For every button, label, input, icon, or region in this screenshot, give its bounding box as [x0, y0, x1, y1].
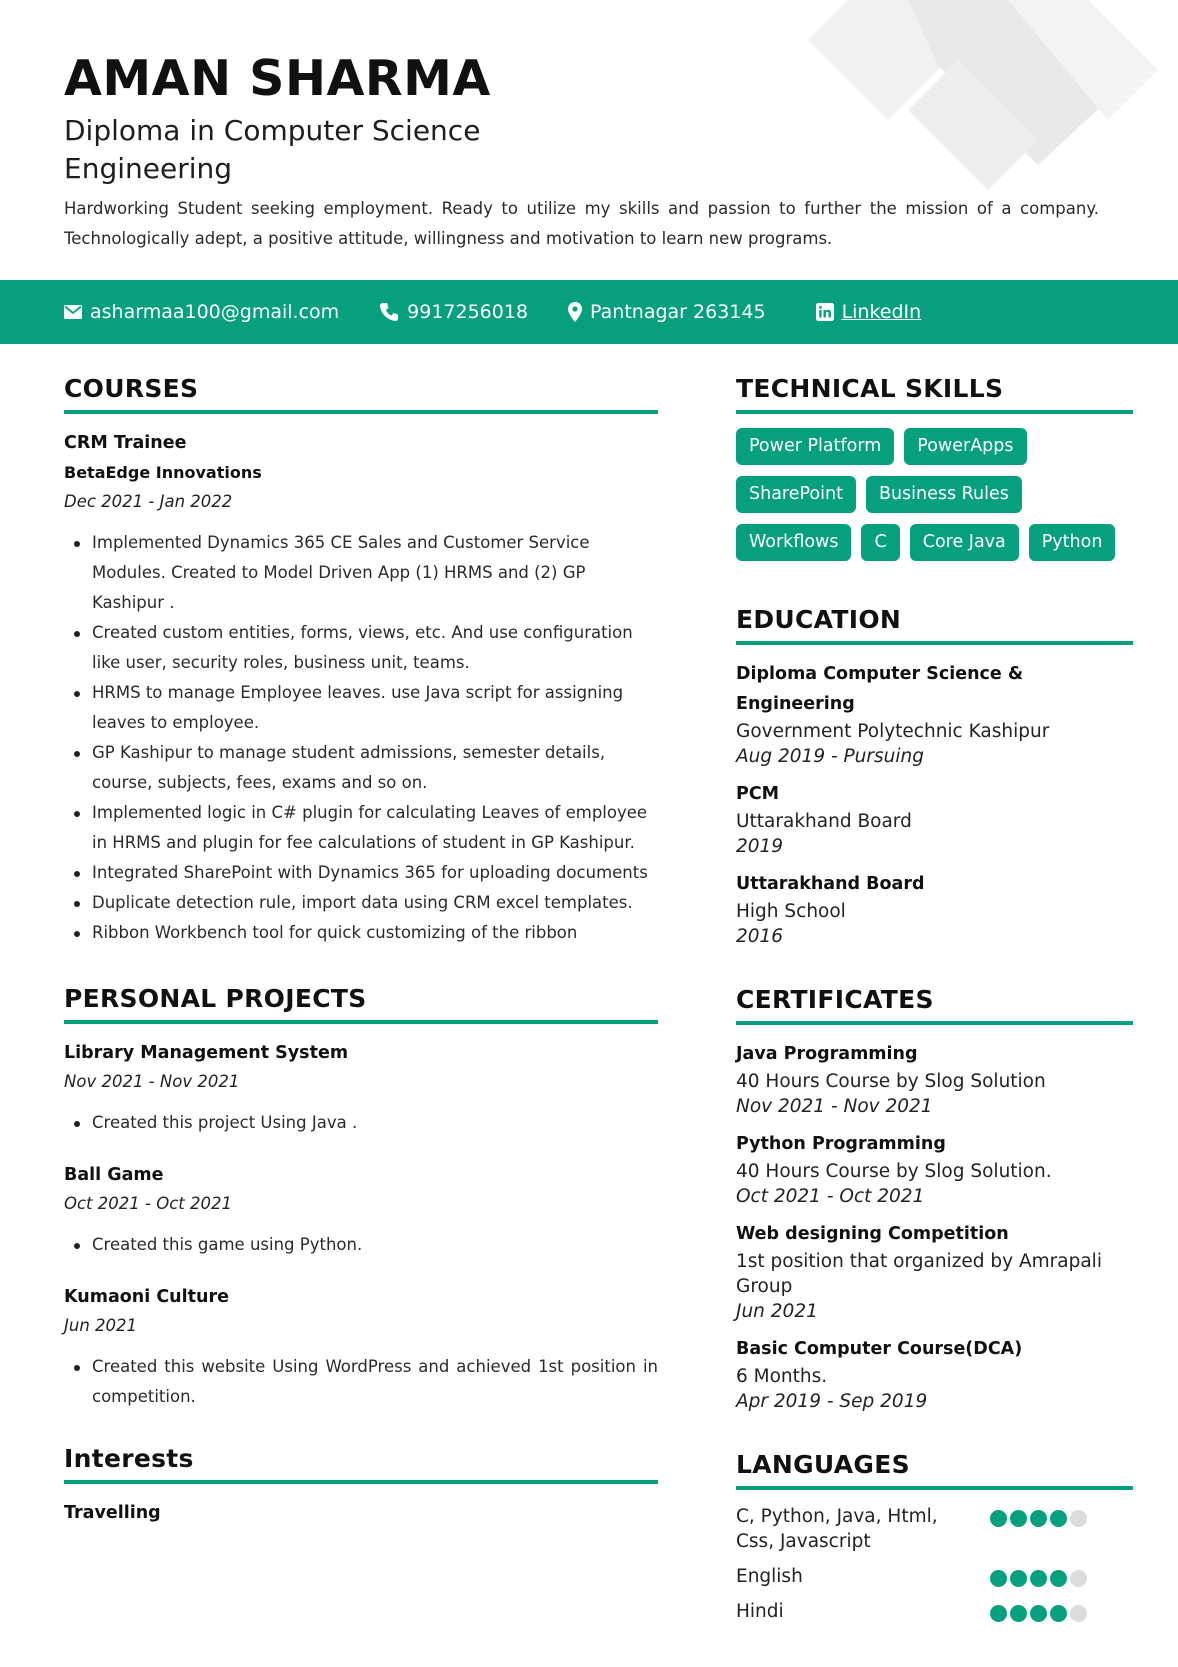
certificate-desc: 1st position that organized by Amrapali Group [736, 1251, 1102, 1297]
list-item: Created this project Using Java . [64, 1108, 658, 1138]
language-level-dots [990, 1570, 1087, 1587]
list-item: Created this game using Python. [64, 1230, 658, 1260]
course-company: BetaEdge Innovations [64, 463, 262, 482]
candidate-name: AMAN SHARMA [64, 50, 491, 107]
level-dot-filled [1010, 1570, 1027, 1587]
language-level-dots [990, 1605, 1087, 1622]
skills-tags [736, 428, 1133, 561]
education-degree: Diploma Computer Science & Engineering [736, 664, 1024, 714]
education-degree: Uttarakhand Board [736, 874, 925, 894]
education-entry [736, 779, 1133, 859]
mail-icon [64, 305, 82, 319]
list-item: Implemented Dynamics 365 CE Sales and Customer Service Modules. Created to Model Driven App (1) HRMS and (2) GP Kashipur . [64, 528, 658, 618]
education-heading: EDUCATION [736, 603, 1133, 645]
certificate-date: Jun 2021 [736, 1301, 818, 1322]
skill-tag: Workflows [736, 524, 851, 561]
education-school: Uttarakhand Board [736, 811, 912, 832]
interests-heading: Interests [64, 1442, 658, 1484]
certificate-entry [736, 1039, 1133, 1119]
project-bullets [64, 1230, 658, 1260]
course-title: CRM Trainee [64, 433, 187, 453]
certificate-entry [736, 1334, 1133, 1414]
contact-bar [0, 280, 1178, 344]
title-line-2: Engineering [64, 151, 232, 185]
language-name-line: C, Python, Java, Html, [736, 1506, 938, 1527]
candidate-title [64, 112, 504, 188]
certificate-desc: 6 Months. [736, 1366, 828, 1387]
project-date: Jun 2021 [64, 1316, 138, 1335]
contact-phone[interactable] [379, 301, 528, 323]
linkedin-link[interactable]: LinkedIn [841, 301, 922, 323]
resume-header [64, 52, 1099, 254]
education-date: 2016 [736, 926, 784, 947]
education-date: Aug 2019 - Pursuing [736, 746, 924, 767]
level-dot-filled [990, 1605, 1007, 1622]
certificate-title: Java Programming [736, 1044, 918, 1064]
level-dot-filled [1030, 1510, 1047, 1527]
level-dot-filled [1010, 1605, 1027, 1622]
skill-tag: C [861, 524, 899, 561]
level-dot-filled [1030, 1570, 1047, 1587]
level-dot-filled [1050, 1510, 1067, 1527]
language-name: Hindi [736, 1601, 784, 1622]
interest-item: Travelling [64, 1503, 161, 1523]
course-date: Dec 2021 - Jan 2022 [64, 492, 233, 511]
title-line-1: Diploma in Computer Science [64, 113, 481, 147]
certificate-entry [736, 1219, 1133, 1324]
summary-text: Hardworking Student seeking employment. Ready to utilize my skills and passion to further the mission of a company. Technologically adept, a positive attitude, willingness and motivation to learn new programs. [64, 198, 1099, 248]
linkedin-icon [816, 303, 834, 321]
list-item: Integrated SharePoint with Dynamics 365 for uploading documents [64, 858, 658, 888]
skill-tag: Core Java [910, 524, 1019, 561]
certificate-date: Oct 2021 - Oct 2021 [736, 1186, 925, 1207]
level-dot-filled [1050, 1570, 1067, 1587]
certificate-entry [736, 1129, 1133, 1209]
certificate-date: Nov 2021 - Nov 2021 [736, 1096, 933, 1117]
certificate-date: Apr 2019 - Sep 2019 [736, 1391, 928, 1412]
skills-heading: TECHNICAL SKILLS [736, 372, 1133, 414]
certificate-title: Basic Computer Course(DCA) [736, 1339, 1023, 1359]
left-column [64, 372, 658, 1528]
skill-tag: Python [1029, 524, 1116, 561]
list-item: HRMS to manage Employee leaves. use Java script for assigning leaves to employee. [64, 678, 658, 738]
education-degree: PCM [736, 784, 780, 804]
location-text: Pantnagar 263145 [590, 301, 766, 323]
project-date: Nov 2021 - Nov 2021 [64, 1072, 240, 1091]
projects-heading: PERSONAL PROJECTS [64, 982, 658, 1024]
contact-location [568, 301, 766, 323]
project-entry [64, 1160, 658, 1260]
list-item: Created custom entities, forms, views, etc. And use configuration like user, security roles, business unit, teams. [64, 618, 658, 678]
language-level-dots [990, 1510, 1087, 1527]
contact-email[interactable] [64, 301, 339, 323]
list-item: Duplicate detection rule, import data using CRM excel templates. [64, 888, 658, 918]
language-row [736, 1599, 1133, 1624]
courses-heading: COURSES [64, 372, 658, 414]
project-date: Oct 2021 - Oct 2021 [64, 1194, 232, 1213]
level-dot-empty [1070, 1510, 1087, 1527]
level-dot-empty [1070, 1570, 1087, 1587]
contact-linkedin[interactable] [816, 301, 922, 323]
level-dot-empty [1070, 1605, 1087, 1622]
education-school: Government Polytechnic Kashipur [736, 721, 1050, 742]
project-title: Kumaoni Culture [64, 1287, 229, 1307]
certificate-title: Web designing Competition [736, 1224, 1009, 1244]
phone-icon [379, 302, 399, 322]
education-entry [736, 869, 1133, 949]
skill-tag: PowerApps [904, 428, 1026, 465]
email-text: asharmaa100@gmail.com [90, 301, 340, 323]
right-column [736, 372, 1133, 1634]
skill-tag: SharePoint [736, 476, 856, 513]
phone-text: 9917256018 [407, 301, 529, 323]
certificate-desc: 40 Hours Course by Slog Solution [736, 1071, 1046, 1092]
project-title: Ball Game [64, 1165, 164, 1185]
education-date: 2019 [736, 836, 784, 857]
location-pin-icon [568, 302, 582, 322]
skill-tag: Power Platform [736, 428, 894, 465]
course-entry [64, 428, 658, 948]
level-dot-filled [990, 1510, 1007, 1527]
list-item: Implemented logic in C# plugin for calculating Leaves of employee in HRMS and plugin for fee calculations of student in GP Kashipur. [64, 798, 658, 858]
project-bullets [64, 1108, 658, 1138]
list-item: Ribbon Workbench tool for quick customizing of the ribbon [64, 918, 658, 948]
project-title: Library Management System [64, 1043, 349, 1063]
skill-tag: Business Rules [866, 476, 1022, 513]
language-row [736, 1564, 1133, 1589]
project-bullets [64, 1352, 658, 1412]
language-name-line: Css, Javascript [736, 1531, 871, 1552]
list-item: GP Kashipur to manage student admissions, semester details, course, subjects, fees, exams and so on. [64, 738, 658, 798]
level-dot-filled [1030, 1605, 1047, 1622]
language-row [736, 1504, 1133, 1554]
level-dot-filled [1010, 1510, 1027, 1527]
certificate-title: Python Programming [736, 1134, 946, 1154]
education-school: High School [736, 901, 846, 922]
certificate-desc: 40 Hours Course by Slog Solution. [736, 1161, 1052, 1182]
language-name [736, 1504, 966, 1554]
certificates-heading: CERTIFICATES [736, 983, 1133, 1025]
project-entry [64, 1038, 658, 1138]
level-dot-filled [990, 1570, 1007, 1587]
course-bullets [64, 528, 658, 948]
level-dot-filled [1050, 1605, 1067, 1622]
language-name: English [736, 1566, 803, 1587]
languages-heading: LANGUAGES [736, 1448, 1133, 1490]
project-entry [64, 1282, 658, 1412]
education-entry [736, 659, 1133, 769]
list-item: Created this website Using WordPress and achieved 1st position in competition. [64, 1352, 658, 1412]
